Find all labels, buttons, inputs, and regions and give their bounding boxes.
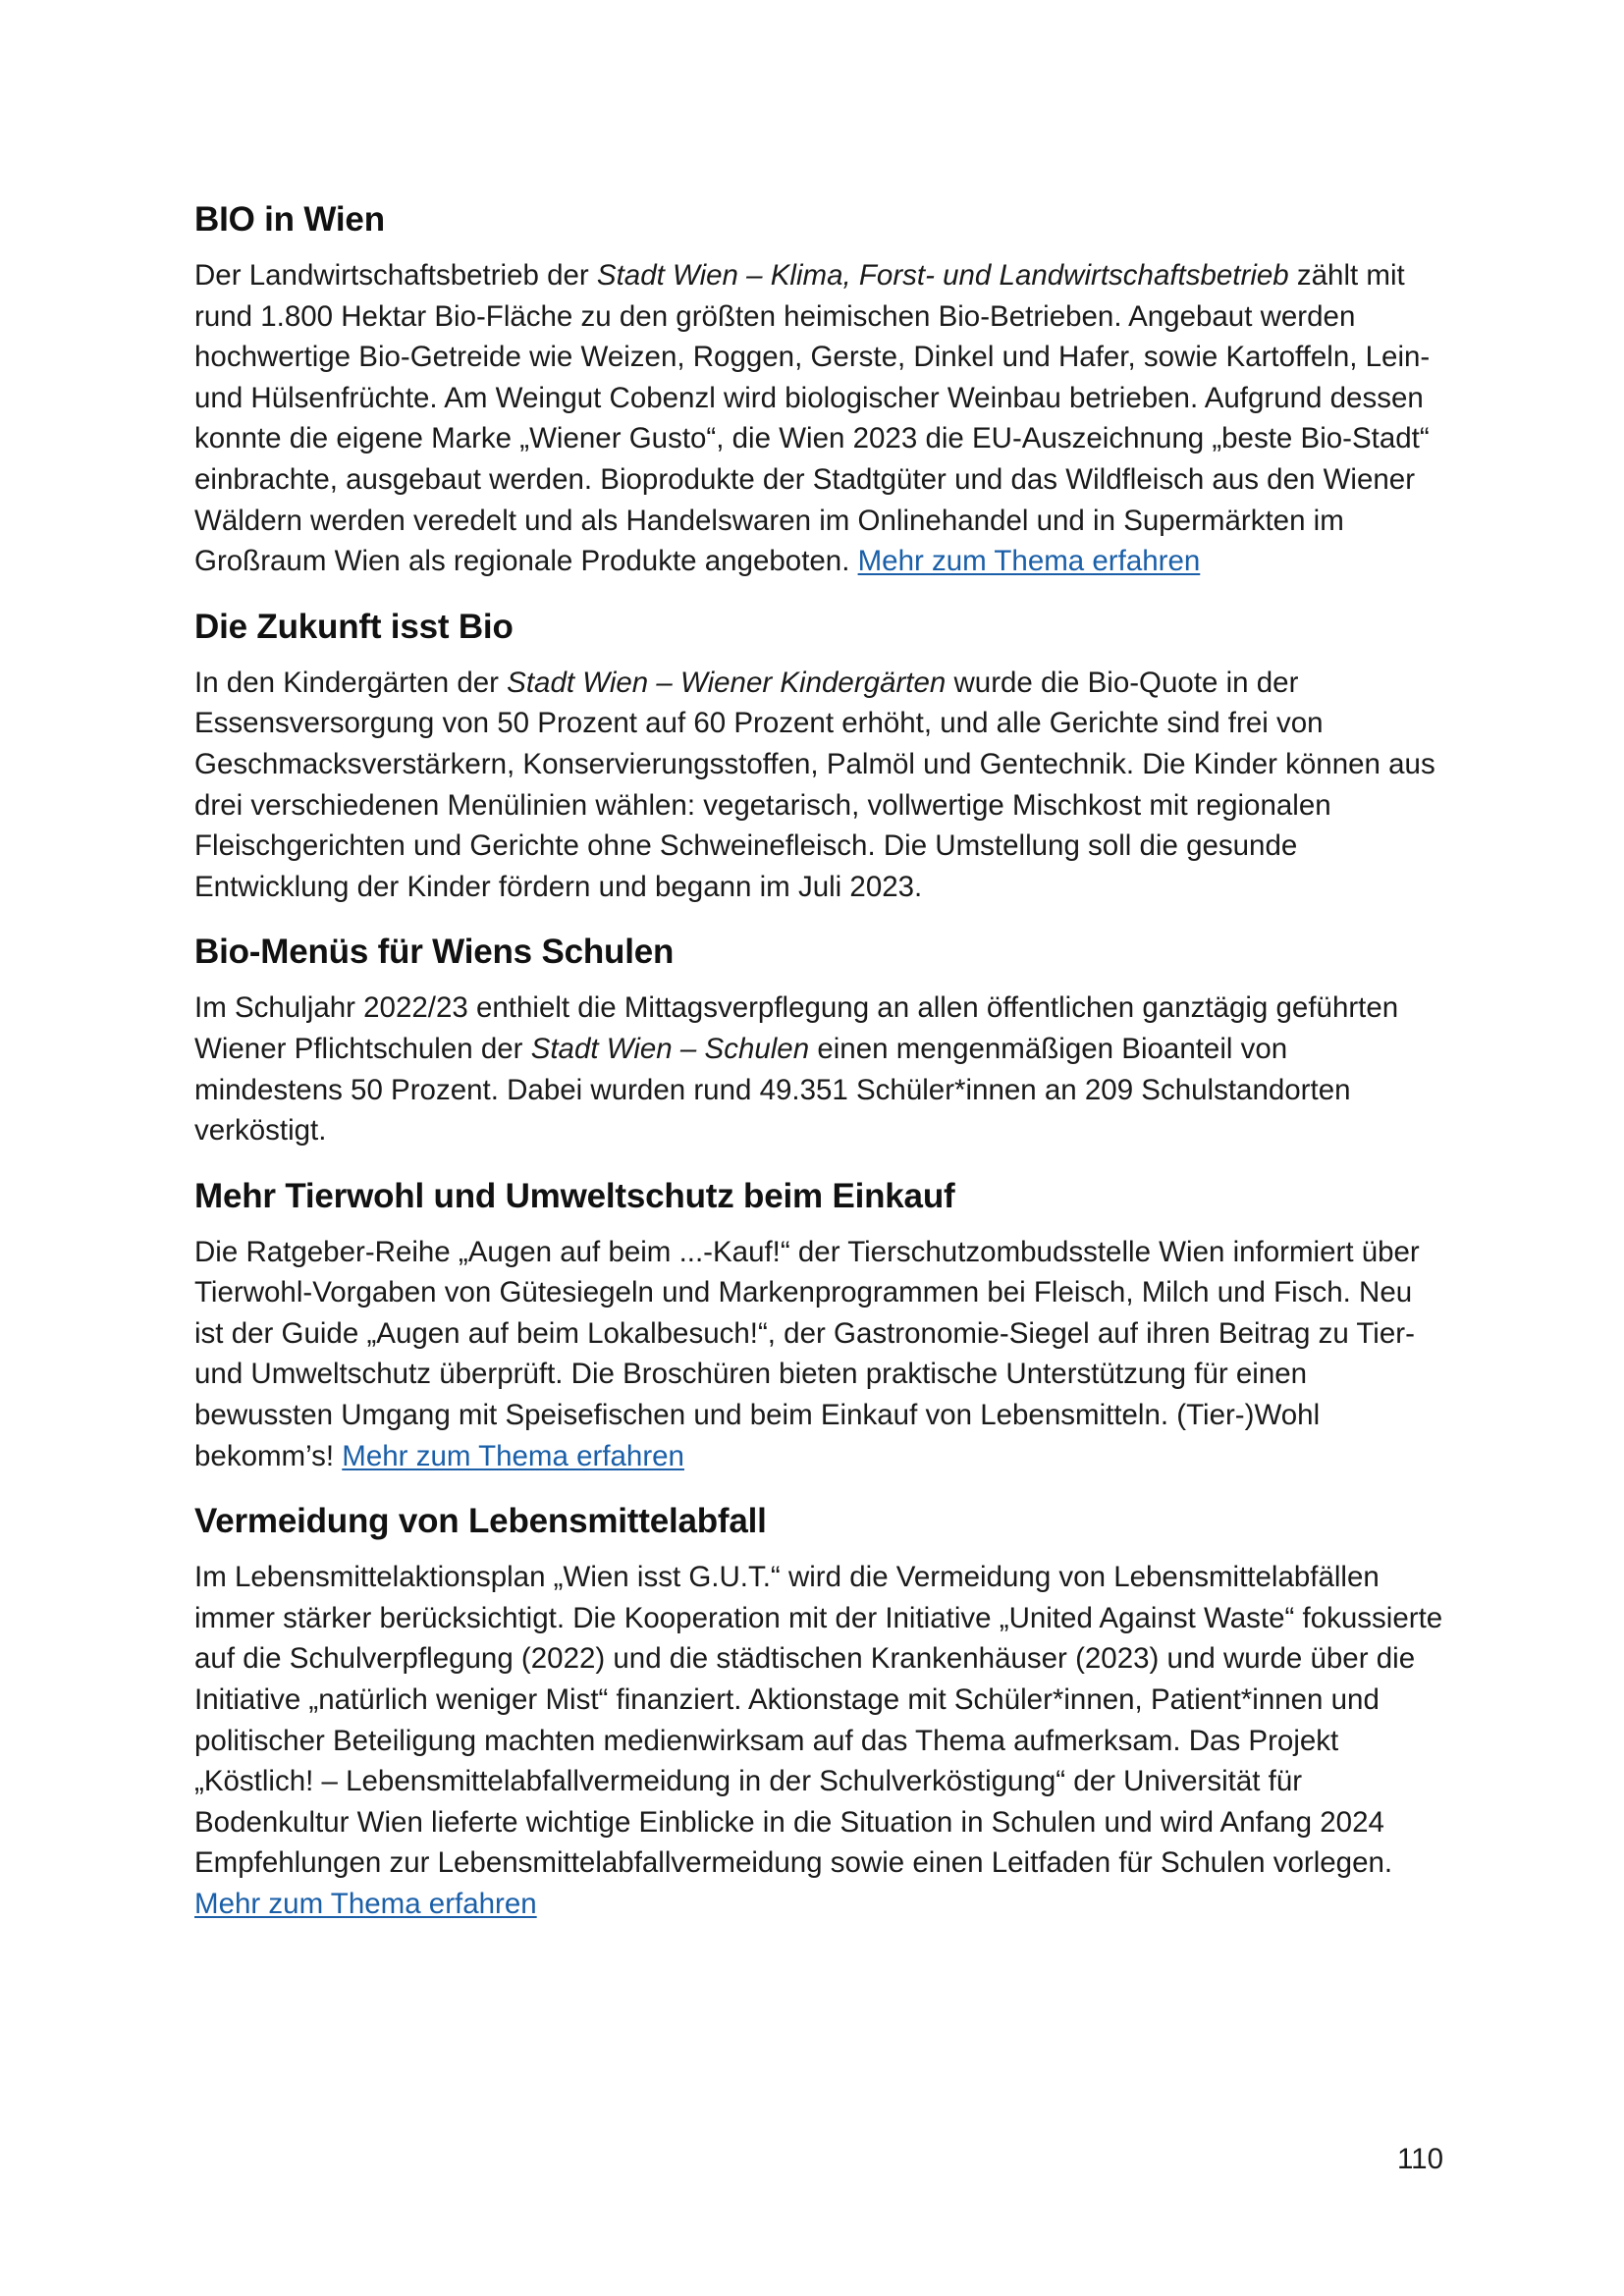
paragraph-text: Im Schuljahr 2022/23 enthielt die Mittagsverpflegung an allen öffentlichen ganztägig geführten Wiener Pflichtschulen der xyxy=(194,991,1399,1065)
more-info-link[interactable]: Mehr zum Thema erfahren xyxy=(857,545,1201,578)
section-lebensmittelabfall xyxy=(194,1498,1443,1924)
section-heading: Mehr Tierwohl und Umweltschutz beim Einkauf xyxy=(194,1176,955,1215)
page-number: 110 xyxy=(1396,2143,1443,2175)
section-heading: BIO in Wien xyxy=(194,200,385,239)
paragraph-text: wurde die Bio-Quote in der Essensversorgung von 50 Prozent auf 60 Prozent erhöht, und alle Gerichte sind frei von Geschmacksverstärkern, Konservierungsstoffen, Palmöl und Gentechnik. Die Kinder können aus drei verschiedenen Menülinien wählen: vegetarisch, vollwertige Mischkost mit regionalen Fleischgerichten und Gerichte ohne Schweinefleisch. Die Umstellung soll die gesunde Entwicklung der Kinder fördern und begann im Juli 2023. xyxy=(194,666,1435,903)
more-info-link[interactable]: Mehr zum Thema erfahren xyxy=(342,1439,684,1472)
section-heading: Die Zukunft isst Bio xyxy=(194,607,514,646)
paragraph-text: Im Lebensmittelaktionsplan „Wien isst G.U.T.“ wird die Vermeidung von Lebensmittelabfällen immer stärker berücksichtigt. Die Kooperation mit der Initiative „United Against Waste“ fokussierte auf die Schulverpflegung (2022) und die städtischen Krankenhäuser (2023) und wurde über die Initiative „natürlich weniger Mist“ finanziert. Aktionstage mit Schüler*innen, Patient*innen und politischer Beteiligung machten medienwirksam auf das Thema aufmerksam. Das Projekt „Köstlich! – Lebensmittelabfallvermeidung in der Schulverköstigung“ der Universität für Bodenkultur Wien lieferte wichtige Einblicke in die Situation in Schulen und wird Anfang 2024 Empfehlungen zur Lebensmittelabfallvermeidung sowie einen Leitfaden für Schulen vorlegen. xyxy=(194,1561,1443,1880)
paragraph-text: zählt mit rund 1.800 Hektar Bio-Fläche zu den größten heimischen Bio-Betrieben. Angebaut werden hochwertige Bio-Getreide wie Weizen, Roggen, Gerste, Dinkel und Hafer, sowie Kartoffeln, Lein- und Hülsenfrüchte. Am Weingut Cobenzl wird biologischer Weinbau betrieben. Aufgrund dessen konnte die eigene Marke „Wiener Gusto“, die Wien 2023 die EU-Auszeichnung „beste Bio-Stadt“ einbrachte, ausgebaut werden. Bioprodukte der Stadtgüter und das Wildfleisch aus den Wiener Wäldern werden veredelt und als Handelswaren im Onlinehandel und in Supermärkten im Großraum Wien als regionale Produkte angeboten. xyxy=(194,259,1431,578)
section-zukunft-isst-bio xyxy=(194,604,1443,908)
page-content xyxy=(194,196,1443,1947)
section-paragraph xyxy=(194,1557,1443,1924)
section-paragraph xyxy=(194,1232,1443,1477)
section-paragraph xyxy=(194,255,1443,582)
section-tierwohl-umweltschutz xyxy=(194,1173,1443,1477)
paragraph-italic-text: Stadt Wien – Klima, Forst- und Landwirtschaftsbetrieb xyxy=(596,259,1289,292)
section-bio-in-wien xyxy=(194,196,1443,582)
paragraph-italic-text: Stadt Wien – Schulen xyxy=(530,1032,810,1065)
paragraph-text: einen mengenmäßigen Bioanteil von mindestens 50 Prozent. Dabei wurden rund 49.351 Schüler*innen an 209 Schulstandorten verköstigt. xyxy=(194,1032,1351,1148)
section-paragraph xyxy=(194,663,1443,908)
paragraph-text: In den Kindergärten der xyxy=(194,666,508,699)
paragraph-text: Der Landwirtschaftsbetrieb der xyxy=(194,259,597,292)
more-info-link[interactable]: Mehr zum Thema erfahren xyxy=(194,1888,537,1920)
section-paragraph xyxy=(194,988,1443,1150)
paragraph-italic-text: Stadt Wien – Wiener Kindergärten xyxy=(507,666,947,699)
section-heading: Vermeidung von Lebensmittelabfall xyxy=(194,1502,767,1541)
paragraph-text: Die Ratgeber-Reihe „Augen auf beim ...-Kauf!“ der Tierschutzombudsstelle Wien informiert über Tierwohl-Vorgaben von Gütesiegeln und Markenprogrammen bei Fleisch, Milch und Fisch. Neu ist der Guide „Augen auf beim Lokalbesuch!“, der Gastronomie-Siegel auf ihren Beitrag zu Tier- und Umweltschutz überprüft. Die Broschüren bieten praktische Unterstützung für einen bewussten Umgang mit Speisefischen und beim Einkauf von Lebensmitteln. (Tier-)Wohl bekomm’s! xyxy=(194,1235,1420,1472)
section-heading: Bio-Menüs für Wiens Schulen xyxy=(194,933,675,972)
section-bio-menues-schulen xyxy=(194,929,1443,1150)
